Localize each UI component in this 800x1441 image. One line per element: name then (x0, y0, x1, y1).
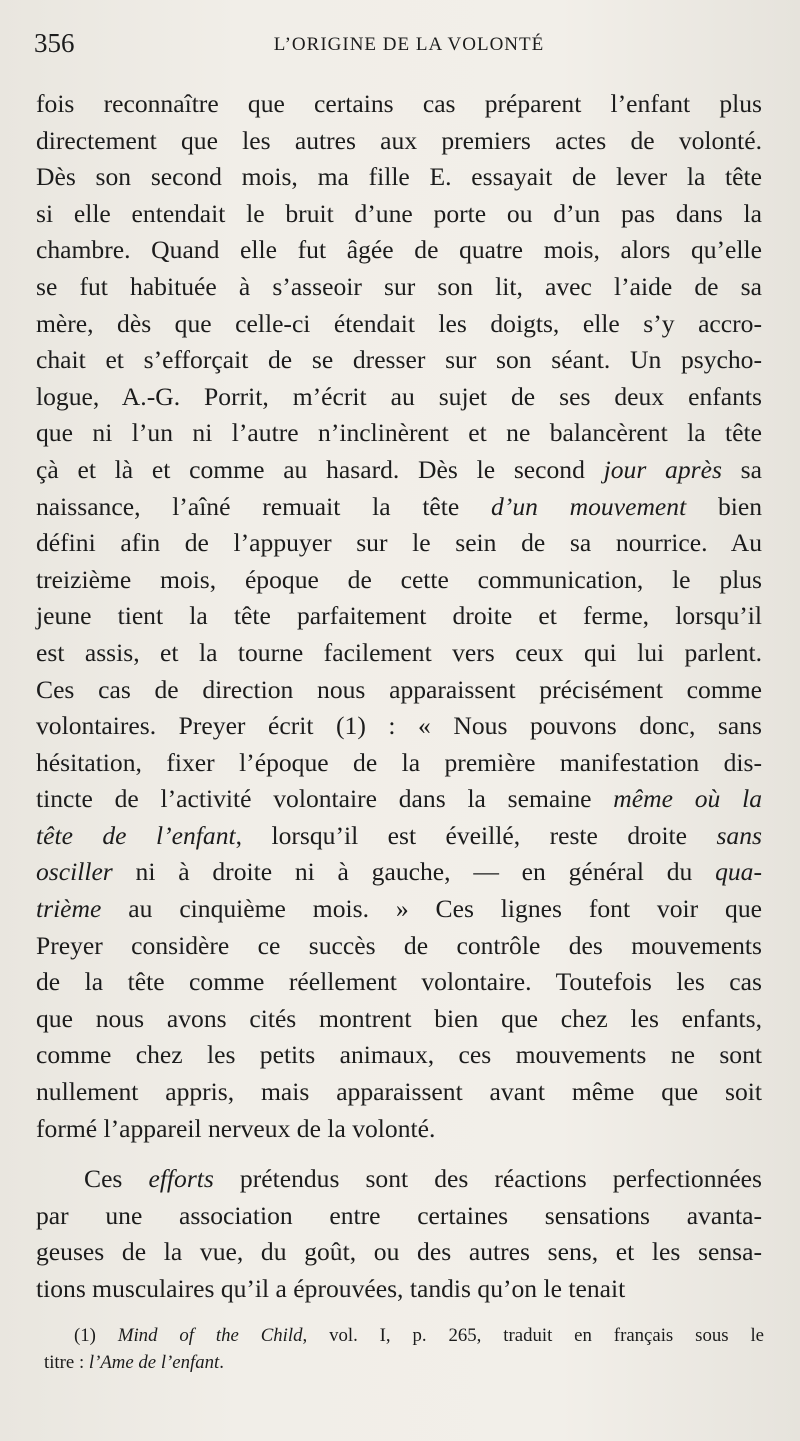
text-line: osciller ni à droite ni à gauche, — en général du qua- (36, 857, 762, 887)
text-line: mère, dès que celle-ci étendait les doigts, elle s’y accro- (36, 308, 762, 338)
text-line: que ni l’un ni l’autre n’inclinèrent et ne balancèrent la tête (36, 418, 762, 448)
text-line: chait et s’efforçait de se dresser sur son séant. Un psycho- (36, 345, 762, 375)
paragraph (36, 1161, 762, 1307)
text-line: Ces efforts prétendus sont des réactions perfectionnées (84, 1164, 762, 1194)
text-line: jeune tient la tête parfaitement droite et ferme, lorsqu’il (36, 601, 762, 631)
running-title: L’ORIGINE DE LA VOLONTÉ (273, 34, 545, 55)
text-line: treizième mois, époque de cette communication, le plus (36, 564, 762, 594)
text-line: trième au cinquième mois. » Ces lignes font voir que (36, 894, 762, 924)
paragraph (36, 86, 762, 1147)
footnote-line: (1) Mind of the Child, vol. I, p. 265, traduit en français sous le (74, 1325, 764, 1346)
text-line: tions musculaires qu’il a éprouvées, tandis qu’on le tenait (36, 1274, 626, 1303)
text-line: de la tête comme réellement volontaire. Toutefois les cas (36, 967, 762, 997)
text-line: Dès son second mois, ma fille E. essayait de lever la tête (36, 162, 762, 192)
text-line: chambre. Quand elle fut âgée de quatre mois, alors qu’elle (36, 235, 762, 265)
text-line: geuses de la vue, du goût, ou des autres sens, et les sensa- (36, 1237, 762, 1267)
text-line: nullement appris, mais apparaissent avant même que soit (36, 1077, 762, 1107)
footnote (44, 1322, 764, 1376)
text-line: si elle entendait le bruit d’une porte ou d’un pas dans la (36, 198, 762, 228)
text-line: que nous avons cités montrent bien que chez les enfants, (36, 1003, 762, 1033)
text-line: Preyer considère ce succès de contrôle des mouvements (36, 930, 762, 960)
text-line: formé l’appareil nerveux de la volonté. (36, 1113, 436, 1143)
text-line: hésitation, fixer l’époque de la première manifestation dis- (36, 747, 762, 777)
footnote-line: titre : l’Ame de l’enfant. (44, 1352, 224, 1373)
text-line: tincte de l’activité volontaire dans la semaine même où la (36, 784, 763, 814)
page-number: 356 (34, 28, 75, 58)
text-line: naissance, l’aîné remuait la tête d’un mouvement bien (36, 491, 763, 521)
text-line: défini afin de l’appuyer sur le sein de sa nourrice. Au (36, 528, 762, 558)
text-line: comme chez les petits animaux, ces mouvements ne sont (36, 1040, 762, 1070)
body-text (36, 86, 762, 1308)
text-line: par une association entre certaines sensations avanta- (36, 1200, 762, 1230)
text-line: directement que les autres aux premiers actes de volonté. (36, 125, 762, 155)
page-header (34, 26, 764, 66)
text-line: fois reconnaître que certains cas préparent l’enfant plus (36, 89, 762, 118)
text-line: se fut habituée à s’asseoir sur son lit, avec l’aide de sa (36, 271, 762, 301)
paragraph-gap (36, 1147, 762, 1161)
text-line: volontaires. Preyer écrit (1) : « Nous pouvons donc, sans (36, 711, 762, 741)
text-line: est assis, et la tourne facilement vers ceux qui lui parlent. (36, 637, 762, 667)
text-line: logue, A.-G. Porrit, m’écrit au sujet de ses deux enfants (36, 381, 762, 411)
text-line: Ces cas de direction nous apparaissent précisément comme (36, 674, 762, 704)
text-line: çà et là et comme au hasard. Dès le second jour après sa (36, 454, 763, 484)
text-line: tête de l’enfant, lorsqu’il est éveillé, reste droite sans (36, 820, 762, 850)
